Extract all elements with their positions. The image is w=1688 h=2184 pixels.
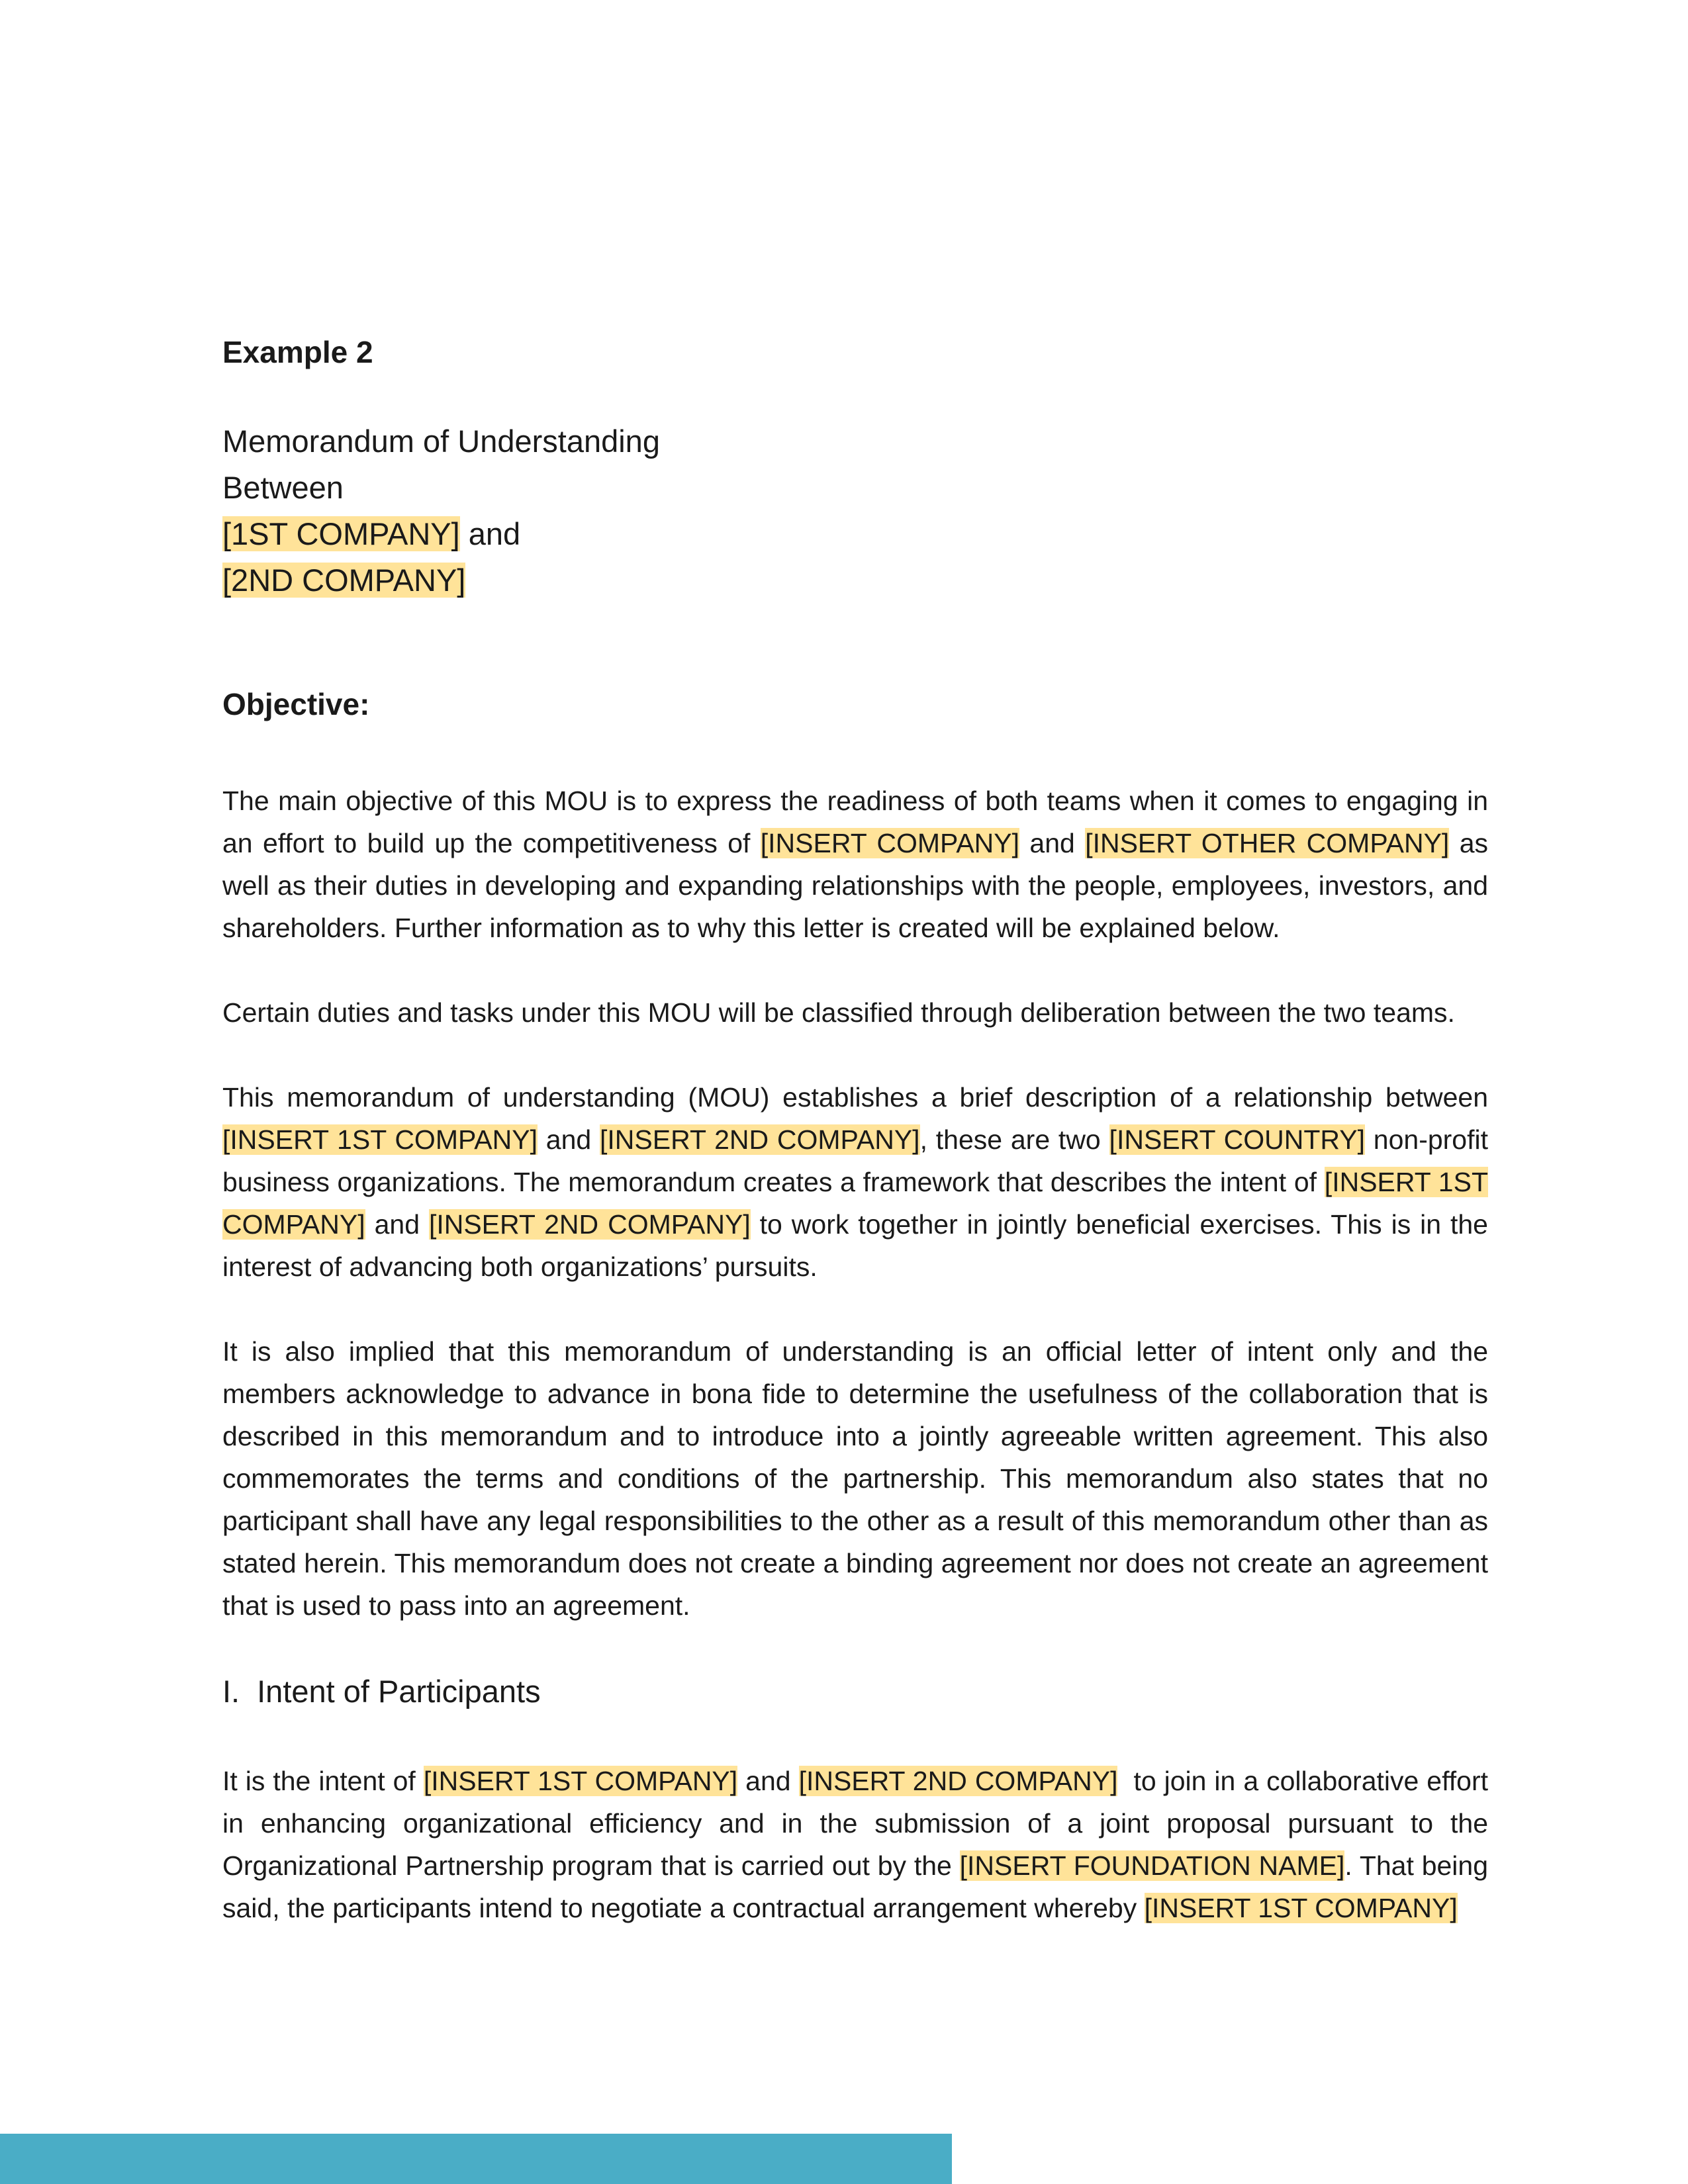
placeholder-insert-country: [INSERT COUNTRY] bbox=[1109, 1124, 1365, 1156]
text-run: and bbox=[1019, 828, 1086, 859]
text-run: non-profit business organizations. The memorandum creates a framework that describes the intent of bbox=[222, 1124, 1488, 1198]
text-run: It is the intent of bbox=[222, 1765, 424, 1796]
placeholder-insert-2nd-company: [INSERT 2ND COMPANY] bbox=[798, 1765, 1118, 1796]
placeholder-insert-1st-company: [INSERT 1ST COMPANY] bbox=[1144, 1892, 1458, 1923]
title-line-2: Between bbox=[222, 470, 344, 506]
text-run: and bbox=[737, 1765, 799, 1796]
placeholder-insert-1st-company: [INSERT 1ST COMPANY] bbox=[222, 1124, 538, 1156]
objective-heading: Objective: bbox=[222, 687, 370, 722]
section-title: Intent of Participants bbox=[257, 1674, 541, 1709]
placeholder-1st-company: [1ST COMPANY] bbox=[222, 516, 460, 552]
paragraph-letter-of-intent: It is also implied that this memorandum of understanding is an official letter of intent only and the members acknowledge to advance in bona fide to determine the usefulness of the collaboration that is described in this memorandum and to introduce into a jointly agreeable written agreement. This also commemorates the terms and conditions of the partnership. This memorandum also states that no participant shall have any legal responsibilities to the other as a result of this memorandum other than as stated herein. This memorandum does not create a binding agreement nor does not create an agreement that is used to pass into an agreement. bbox=[222, 1336, 1488, 1621]
document-page bbox=[222, 334, 1496, 1929]
placeholder-insert-other-company: [INSERT OTHER COMPANY] bbox=[1085, 828, 1450, 859]
text-run: to work together in jointly beneficial exercises. This is in the interest of advancing both organizations’ pursuits. bbox=[222, 1209, 1488, 1283]
section-number: I. bbox=[222, 1674, 240, 1709]
placeholder-insert-1st-company: [INSERT 1ST COMPANY] bbox=[423, 1765, 738, 1796]
text-run: and bbox=[537, 1124, 600, 1156]
text-run: , these are two bbox=[919, 1124, 1109, 1156]
text-run: . That being said, the participants intend to negotiate a contractual arrangement whereby bbox=[222, 1850, 1489, 1923]
placeholder-insert-company: [INSERT COMPANY] bbox=[760, 828, 1020, 859]
placeholder-insert-1st-company: [INSERT 1ST COMPANY] bbox=[222, 1167, 1488, 1240]
text-run: and bbox=[365, 1209, 429, 1240]
paragraph-intent bbox=[222, 1760, 1496, 1929]
example-label: Example 2 bbox=[222, 335, 373, 369]
footer-accent-bar bbox=[0, 2134, 952, 2184]
title-line-4 bbox=[222, 557, 1488, 604]
placeholder-insert-foundation-name: [INSERT FOUNDATION NAME] bbox=[959, 1850, 1345, 1881]
section-heading-intent bbox=[222, 1673, 1488, 1710]
text-run: The main objective of this MOU is to express the readiness of both teams when it comes to engaging in an effort to build up the competitiveness of bbox=[222, 786, 1488, 859]
paragraph-objective bbox=[222, 780, 1488, 949]
text-run: to join in a collaborative effort in enhancing organizational efficiency and in the submission of a joint proposal pursuant to the Organizational Partnership program that is carried out by the bbox=[222, 1765, 1496, 1881]
mou-title-block bbox=[222, 418, 1488, 604]
text-run: This memorandum of understanding (MOU) establishes a brief description of a relationship between bbox=[222, 1082, 1488, 1113]
paragraph-mou-description bbox=[222, 1076, 1488, 1288]
text-run: as well as their duties in developing and expanding relationships with the people, employees, investors, and shareholders. Further information as to why this letter is created will be explained below. bbox=[222, 828, 1488, 944]
placeholder-2nd-company: [2ND COMPANY] bbox=[222, 563, 466, 598]
title-line-3 bbox=[222, 511, 1488, 557]
placeholder-insert-2nd-company: [INSERT 2ND COMPANY] bbox=[428, 1209, 751, 1240]
paragraph-duties: Certain duties and tasks under this MOU will be classified through deliberation between the two teams. bbox=[222, 997, 1455, 1028]
title-line-1: Memorandum of Understanding bbox=[222, 424, 660, 459]
title-and: and bbox=[459, 516, 521, 552]
placeholder-insert-2nd-company: [INSERT 2ND COMPANY] bbox=[600, 1124, 920, 1156]
